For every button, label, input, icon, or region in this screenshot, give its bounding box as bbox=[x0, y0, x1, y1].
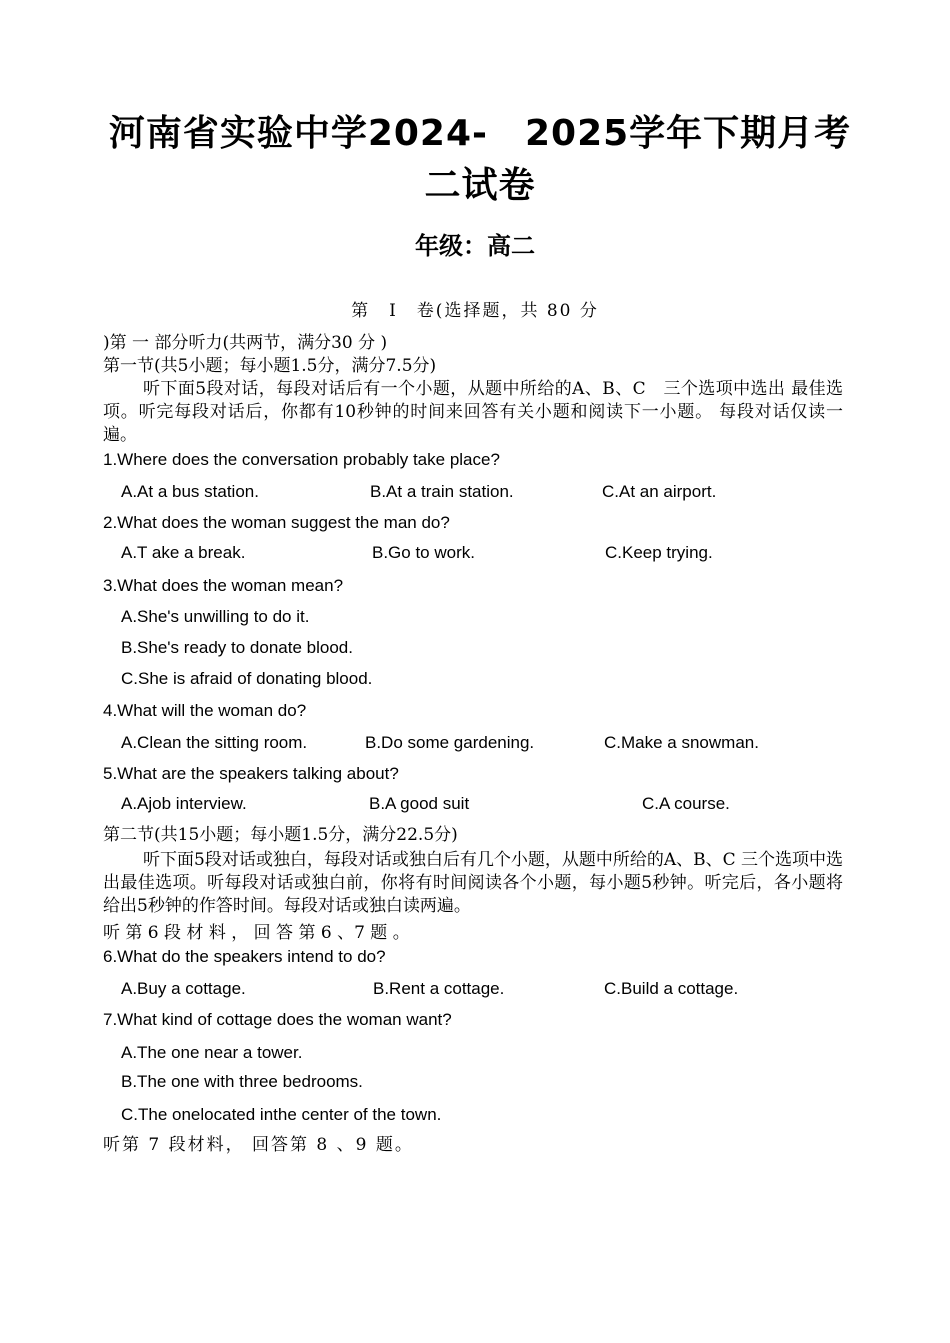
option-7a: A.The one near a tower. bbox=[121, 1043, 303, 1062]
option-6b: B.Rent a cottage. bbox=[373, 979, 505, 998]
option-5c: C.A course. bbox=[642, 794, 730, 813]
option-6c: C.Build a cottage. bbox=[604, 979, 739, 998]
question-2: 2.What does the woman suggest the man do? bbox=[103, 513, 450, 532]
option-3b: B.She's ready to donate blood. bbox=[121, 638, 353, 657]
question-3: 3.What does the woman mean? bbox=[103, 576, 344, 595]
question-5: 5.What are the speakers talking about? bbox=[103, 764, 399, 783]
option-6a: A.Buy a cottage. bbox=[121, 979, 246, 998]
option-3a: A.She's unwilling to do it. bbox=[121, 607, 310, 626]
option-4b: B.Do some gardening. bbox=[365, 733, 535, 752]
part1-heading: )第 一 部分听力(共两节，满分30 分 ) bbox=[103, 333, 388, 353]
option-4a: A.Clean the sitting room. bbox=[121, 733, 308, 752]
option-1a: A.At a bus station. bbox=[121, 482, 259, 501]
option-4c: C.Make a snowman. bbox=[604, 733, 759, 752]
exam-title: 河南省实验中学2024- 2025学年下期月考二试卷 bbox=[108, 113, 852, 206]
option-2b: B.Go to work. bbox=[372, 543, 475, 562]
option-2a: A.T ake a break. bbox=[121, 543, 246, 562]
volume-heading: 第 I 卷(选择题，共 80 分 bbox=[351, 301, 599, 321]
question-4: 4.What will the woman do? bbox=[103, 701, 307, 720]
option-3c: C.She is afraid of donating blood. bbox=[121, 669, 373, 688]
material-6-heading: 听 第 6 段 材 料 ， 回 答 第 6 、7 题 。 bbox=[103, 923, 410, 943]
option-7b: B.The one with three bedrooms. bbox=[121, 1072, 363, 1091]
section1-title: 第一节(共5小题；每小题1.5分，满分7.5分) bbox=[103, 356, 437, 376]
option-1b: B.At a train station. bbox=[370, 482, 514, 501]
section1-instructions: 听下面5段对话，每段对话后有一个小题，从题中所给的A、B、C 三个选项中选出 最佳选项。听完每段对话后，你都有10秒钟的时间来回答有关小题和阅读下一小题。 每段对话仅读一遍。 bbox=[103, 379, 843, 445]
section2-title: 第二节(共15小题；每小题1.5分，满分22.5分) bbox=[103, 825, 458, 845]
option-5a: A.Ajob interview. bbox=[121, 794, 247, 813]
option-5b: B.A good suit bbox=[369, 794, 470, 813]
material-7-heading: 听第 7 段材料， 回答第 8 、9 题。 bbox=[103, 1135, 414, 1155]
option-1c: C.At an airport. bbox=[602, 482, 717, 501]
question-7: 7.What kind of cottage does the woman want? bbox=[103, 1010, 452, 1029]
option-7c: C.The onelocated inthe center of the town. bbox=[121, 1105, 442, 1124]
question-1: 1.Where does the conversation probably take place? bbox=[103, 450, 500, 469]
option-2c: C.Keep trying. bbox=[605, 543, 713, 562]
grade-label: 年级：高二 bbox=[415, 232, 535, 260]
section2-instructions: 听下面5段对话或独白，每段对话或独白后有几个小题，从题中所给的A、B、C 三个选项中选出最佳选项。听每段对话或独白前，你将有时间阅读各个小题，每小题5秒钟。听完后，各小题将给出5秒钟的作答时间。每段对话或独白读两遍。 bbox=[103, 850, 843, 916]
question-6: 6.What do the speakers intend to do? bbox=[103, 947, 386, 966]
